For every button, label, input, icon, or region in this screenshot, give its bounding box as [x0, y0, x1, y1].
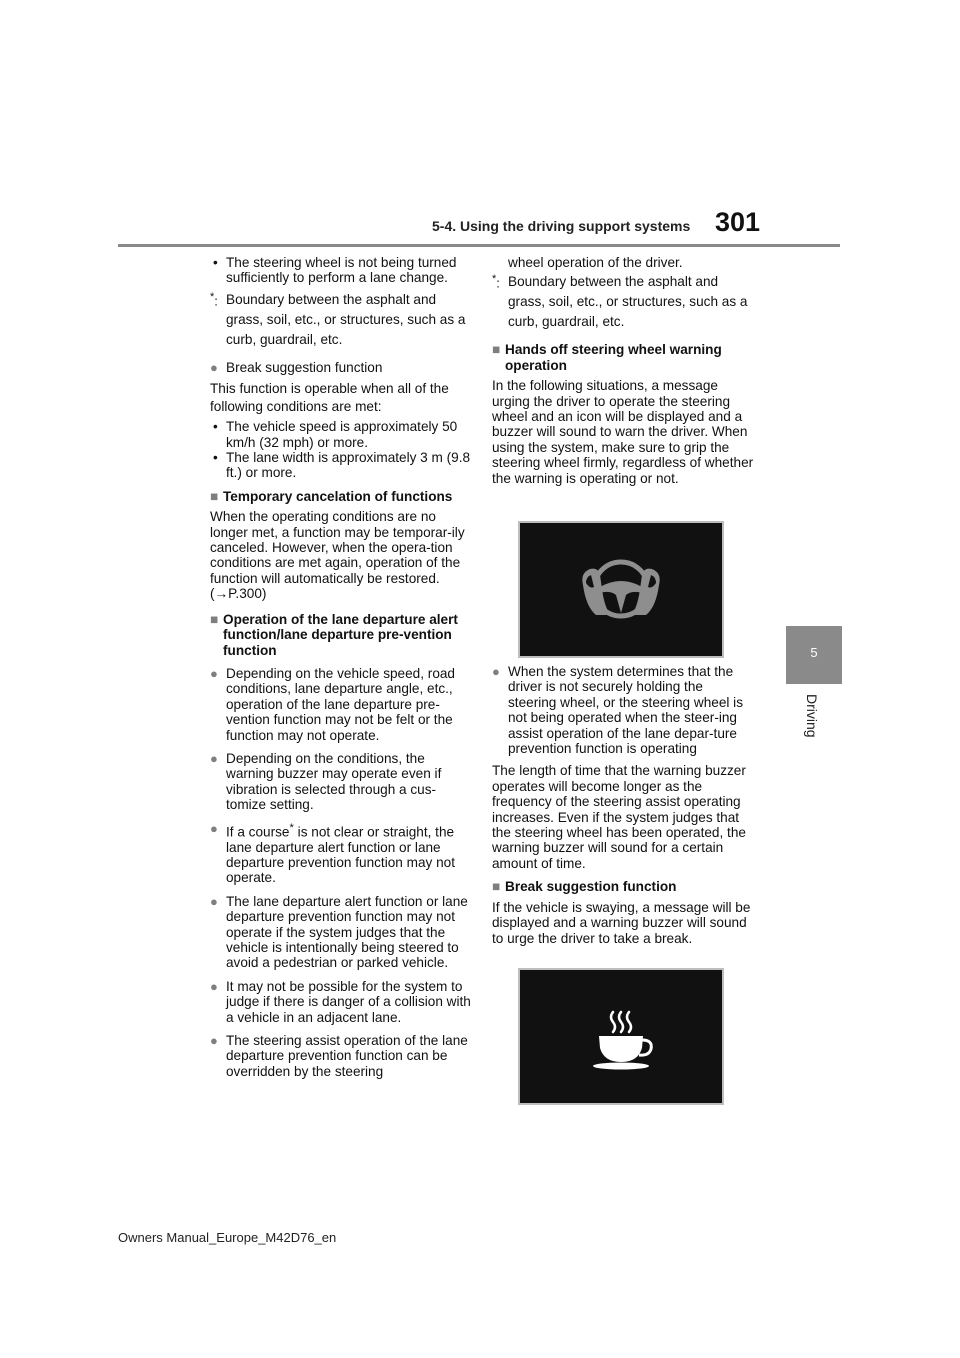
- list-item: ● If a course* is not clear or straight, the lane departure alert function or lane departure prevention function may not operate.: [210, 820, 455, 886]
- section-heading: ■ Operation of the lane departure alert function/lane departure pre-vention function: [210, 611, 458, 658]
- list-item: ● Depending on the vehicle speed, road conditions, lane departure angle, etc., operation of the lane departure pre-vention function may not be felt or the function may not operate.: [210, 665, 455, 743]
- right-column-lower: [492, 664, 754, 946]
- chapter-number: 5: [810, 645, 818, 660]
- sub-heading: ● Break suggestion function: [210, 359, 383, 375]
- footer-text: Owners Manual_Europe_M42D76_en: [118, 1230, 337, 1245]
- section-heading: ■ Temporary cancelation of functions: [210, 488, 453, 504]
- section-heading: ■ Break suggestion function: [492, 879, 677, 895]
- hands-on-steering-wheel-icon: [520, 523, 722, 656]
- list-item: ● The lane departure alert function or lane departure prevention function may not operate if the system judges that the vehicle is intentionally being steered to avoid a pedestrian or parked vehicle.: [210, 893, 468, 971]
- list-item: • The steering wheel is not being turned sufficiently to perform a lane change.: [213, 255, 457, 286]
- list-item: ● The steering assist operation of the lane departure prevention function can be overridden by the steering: [210, 1032, 468, 1079]
- chapter-label-text: Driving: [804, 694, 820, 738]
- section-title: 5-4. Using the driving support systems: [432, 218, 691, 234]
- paragraph: If the vehicle is swaying, a message will be displayed and a warning buzzer will sound to urge the driver to take a break.: [492, 899, 751, 946]
- chapter-label: [778, 694, 848, 754]
- list-item: • The vehicle speed is approximately 50 km/h (32 mph) or more.: [213, 419, 458, 450]
- footnote: *: Boundary between the asphalt and grass, soil, etc., or structures, such as a curb, guardrail, etc.: [492, 273, 748, 330]
- list-item: • The lane width is approximately 3 m (9.8 ft.) or more.: [213, 450, 471, 481]
- paragraph: In the following situations, a message urging the driver to operate the steering wheel and an icon will be displayed and a buzzer will sound to warn the driver. When using the system, make sure to grip the steering wheel firmly, regardless of whether the warning is operating or not.: [492, 378, 754, 486]
- right-column: [492, 255, 754, 486]
- section-heading: ■ Hands off steering wheel warning operation: [492, 342, 722, 373]
- steering-warning-display: [518, 521, 724, 658]
- paragraph: The length of time that the warning buzzer operates will become longer as the frequency of the steering assist operating increases. Even if the system judges that the steering wheel has been operated, the warning buzzer will sound for a certain amount of time.: [492, 763, 746, 871]
- coffee-cup-icon: [520, 970, 722, 1103]
- list-item: ● Depending on the conditions, the warning buzzer may operate even if vibration is selected through a cus-tomize setting.: [210, 750, 442, 813]
- paragraph: When the operating conditions are no longer met, a function may be temporar-ily canceled. However, when the opera-tion conditions are met again, operation of the function will automatically be restored. (→P.300): [210, 509, 465, 602]
- page-number: 301: [715, 207, 761, 237]
- list-item: ● When the system determines that the driver is not securely holding the steering wheel, or the steering wheel is not being operated when the steer-ing assist operation of the lane depar-ture prevention function is operating: [492, 664, 743, 757]
- header-divider: [118, 244, 840, 247]
- paragraph: This function is operable when all of the following conditions are met:: [210, 381, 449, 415]
- break-suggestion-display: [518, 968, 724, 1105]
- list-item: ● It may not be possible for the system to judge if there is danger of a collision with a vehicle in an adjacent lane.: [210, 978, 471, 1025]
- footnote: *: Boundary between the asphalt and grass, soil, etc., or structures, such as a curb, guardrail, etc.: [210, 290, 466, 347]
- paragraph: wheel operation of the driver.: [508, 255, 683, 270]
- left-column: [210, 255, 472, 1079]
